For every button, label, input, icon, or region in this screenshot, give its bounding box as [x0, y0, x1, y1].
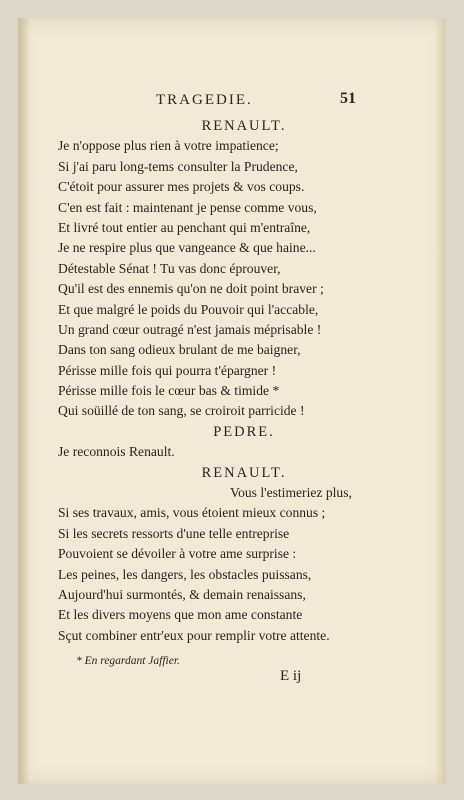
signature-mark: E ij — [280, 668, 302, 684]
verse-line: Un grand cœur outragé n'est jamais méprisable ! — [58, 321, 322, 337]
verse-line: Périsse mille fois le cœur bas & timide * — [58, 383, 280, 399]
verse-line: Et que malgré le poids du Pouvoir qui l'accable, — [58, 301, 319, 317]
verse-line: Les peines, les dangers, les obstacles puissans, — [58, 566, 312, 582]
book-page — [18, 18, 446, 784]
verse-line: Pouvoient se dévoiler à votre ame surprise : — [58, 546, 297, 562]
verse-line: Si ses travaux, amis, vous étoient mieux connus ; — [58, 505, 326, 521]
speaker-name: PEDRE. — [213, 423, 275, 440]
running-title: TRAGEDIE. — [156, 92, 253, 108]
verse-line: Si j'ai paru long-tems consulter la Prudence, — [58, 158, 298, 174]
verse-line: Vous l'estimeriez plus, — [230, 485, 352, 501]
verse-line: Qu'il est des ennemis qu'on ne doit point braver ; — [58, 281, 324, 297]
page-number: 51 — [340, 90, 356, 107]
verse-line: C'en est fait : maintenant je pense comme vous, — [58, 199, 317, 215]
verse-line: Je reconnois Renault. — [58, 444, 175, 460]
page-gutter-shadow — [18, 18, 30, 784]
verse-line: Et les divers moyens que mon ame constante — [58, 607, 303, 623]
verse-line: Je n'oppose plus rien à votre impatience; — [58, 138, 279, 154]
footnote: * En regardant Jaffier. — [76, 655, 180, 667]
verse-line: Aujourd'hui surmontés, & demain renaissans, — [58, 586, 306, 602]
verse-line: Détestable Sénat ! Tu vas donc éprouver, — [58, 260, 281, 276]
verse-line: Qui soüillé de ton sang, se croiroit parricide ! — [58, 403, 305, 419]
verse-line: C'étoit pour assurer mes projets & vos coups. — [58, 179, 305, 195]
page-header — [18, 92, 446, 116]
speaker-name: RENAULT. — [201, 464, 287, 481]
verse-line: Dans ton sang odieux brulant de me baigner, — [58, 342, 301, 358]
verse-line: Si les secrets ressorts d'une telle entreprise — [58, 525, 290, 541]
verse-line: Et livré tout entier au penchant qui m'entraîne, — [58, 219, 311, 235]
page-edge-shadow — [436, 18, 446, 784]
verse-line: Périsse mille fois qui pourra t'épargner ! — [58, 362, 277, 378]
speaker-name: RENAULT. — [201, 118, 287, 134]
verse-body — [58, 116, 430, 646]
verse-line: Je ne respire plus que vangeance & que haine... — [58, 240, 316, 256]
verse-line: Sçut combiner entr'eux pour remplir votre attente. — [58, 627, 330, 643]
